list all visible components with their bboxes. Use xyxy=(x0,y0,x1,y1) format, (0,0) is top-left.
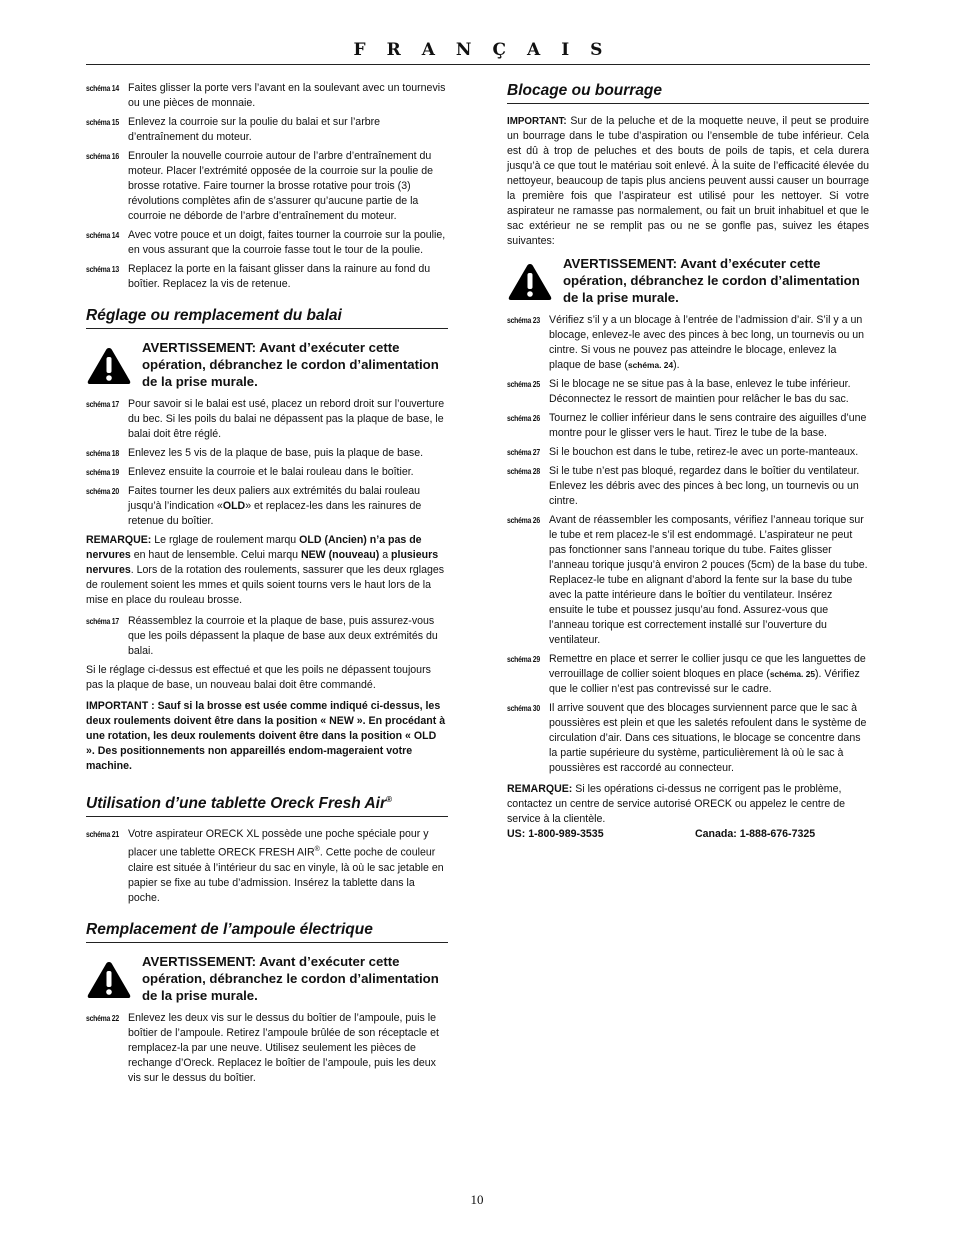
figure-ref: schéma 17 xyxy=(86,399,119,409)
warning-triangle-icon xyxy=(86,953,142,1005)
figure-ref: schéma 13 xyxy=(86,264,119,274)
step-text-part: Remettre en place et serrer le collier jusqu ce que les languettes de verrouillage de collier soient bloques en place ( xyxy=(549,653,866,680)
remarque-bold: plusieurs nervures xyxy=(86,549,439,576)
step-text xyxy=(549,313,869,373)
warning-triangle-icon xyxy=(507,255,563,307)
step-text: Enlevez les deux vis sur le dessus du boîtier de l’ampoule, puis le boîtier de l’ampoule. Retirez l’ampoule brûlée de son réceptacle et remplacez-la par une neuve. Utilisez seulement les pièces de rechange d’Oreck. Replacez le boîtier de l’ampoule, puis les deux vis sur le dessus du boîtier. xyxy=(128,1011,439,1084)
left-column xyxy=(86,81,448,1090)
step xyxy=(86,228,448,258)
warning-text: AVERTISSEMENT: Avant d’exécuter cette opération, débranchez le cordon d’alimentation de la prise murale. xyxy=(563,256,860,305)
remarque-bold: OLD (Ancien) n’a pas de nervures xyxy=(86,534,422,561)
language-title: FRANÇAIS xyxy=(353,40,624,60)
figure-ref: schéma 21 xyxy=(86,829,119,840)
step-text: Il arrive souvent que des blocages surviennent parce que le sac à poussières est plein et que les saletés refoulent dans le système de circulation d’air. Dans ces situations, le blocage se concentre dans la partie supérieure du système, particulièrement là où le sac à poussières est raccordé au connecteur. xyxy=(549,702,867,774)
registered-mark: ® xyxy=(314,846,320,854)
remarque-label: REMARQUE: xyxy=(86,534,152,546)
step-text-part: Faites tourner les deux paliers aux extrémités du balai rouleau jusqu’à l’indication « xyxy=(128,485,421,512)
step-text: Enlevez les 5 vis de la plaque de base, puis la plaque de base. xyxy=(128,447,424,459)
step xyxy=(507,513,869,648)
phone-canada: Canada: 1-888-676-7325 xyxy=(695,828,816,840)
step xyxy=(86,397,448,442)
phone-numbers xyxy=(507,827,869,842)
section-title-bulb: Remplacement de l’ampoule électrique xyxy=(86,920,448,943)
figure-ref: schéma 27 xyxy=(507,447,540,457)
section-title-tablet xyxy=(86,790,448,817)
step xyxy=(507,701,869,776)
step-text: Enlevez ensuite la courroie et le balai rouleau dans le boîtier. xyxy=(128,466,414,478)
remarque-text: en haut de lensemble. Celui marqu xyxy=(130,549,301,561)
step-text xyxy=(128,484,448,529)
remarque-text: Le rglage de roulement marqu xyxy=(151,534,300,546)
important-text: Sur de la peluche et de la moquette neuve, il peut se produire un bourrage dans le tube d’aspiration ou l’ensemble de tube inférieur. Cela est dû à trop de peluches et des bouts de poils de tapis, et cela durera jusqu’à ce que tout le matériau soit enlevé. À la suite de l’efficacité élevée du nettoyeur, beaucoup de tapis plus anciens peuvent aussi causer un bourrage la première fois que l’aspirateur est utilisé pour les nettoyer. Si votre aspirateur ne ramasse pas normalement, ou fait un bruit inhabituel et que le sac extérieur ne se remplit pas ou ne se gonfle pas, suivez les étapes suivantes: xyxy=(507,115,869,247)
important-paragraph: IMPORTANT : Sauf si la brosse est usée comme indiqué ci-dessus, les deux roulements doivent être dans la position « NEW ». En procédant à une rotation, les deux roulements doivent être dans la position « OLD ». Des positionnements non appareillés endom-mageraient votre machine. xyxy=(86,700,446,772)
warning-block xyxy=(86,953,448,1005)
step-text: Pour savoir si le balai est usé, placez un rebord droit sur l’ouverture du bec. Si les poils du balai ne dépassent pas la plaque de base, le balai doit être réglé. xyxy=(128,398,445,440)
step-text-part: ). xyxy=(673,359,680,371)
step-text: Réassemblez la courroie et la plaque de base, puis assurez-vous que les poils dépassent la plaque de base aux deux extrémités du balai. xyxy=(128,615,438,657)
step-text: Tournez le collier inférieur dans le sens contraire des aiguilles d’une montre pour le glisser vers le haut. Tirez le tube de la base. xyxy=(549,412,867,439)
right-column xyxy=(507,81,869,842)
figure-ref: schéma 28 xyxy=(507,466,540,476)
figure-ref: schéma 14 xyxy=(86,230,119,240)
step xyxy=(507,377,869,407)
warning-triangle-icon xyxy=(86,339,142,391)
brush-paragraph: Si le réglage ci-dessus est effectué et que les poils ne dépassent toujours pas la plaque de base, un nouveau balai doit être commandé. xyxy=(86,664,431,691)
step xyxy=(86,827,448,906)
step-text-part: . Cette poche de couleur claire est située à l’intérieur du sac en vinyle, là où le sac jetable en papier se fixe au tube d’admission. Insérez la tablette dans la poche. xyxy=(128,846,444,904)
remarque-text: Si les opérations ci-dessus ne corrigent pas le problème, contactez un centre de service autorisé ORECK ou appelez le centre de service à la clientèle. xyxy=(507,783,846,825)
step-text-part: » et replacez-les dans les rainures de retenue du boîtier. xyxy=(128,500,422,527)
warning-block xyxy=(86,339,448,391)
step xyxy=(86,484,448,529)
step xyxy=(86,115,448,145)
remarque-bold: NEW (nouveau) xyxy=(300,549,380,561)
figure-ref: schéma 15 xyxy=(86,117,119,127)
figure-ref: schéma 20 xyxy=(86,486,119,496)
important-paragraph xyxy=(507,114,869,249)
warning-block xyxy=(507,255,869,307)
page-header xyxy=(86,40,870,65)
figure-ref: schéma 22 xyxy=(86,1012,119,1023)
step xyxy=(86,614,448,659)
page-number: 10 xyxy=(470,1192,484,1207)
warning-text: AVERTISSEMENT: Avant d’exécuter cette opération, débranchez le cordon d’alimentation de la prise murale. xyxy=(142,340,439,389)
remarque-text: a xyxy=(379,549,392,561)
step xyxy=(507,313,869,373)
step-text: Faites glisser la porte vers l’avant en la soulevant avec un tournevis ou une pièces de monnaie. xyxy=(128,82,446,109)
step xyxy=(86,81,448,111)
figure-ref: schéma 25 xyxy=(507,379,540,389)
step xyxy=(86,446,448,461)
figure-ref: schéma 16 xyxy=(86,151,119,161)
phone-us: US: 1-800-989-3535 xyxy=(507,828,604,840)
inline-figure-ref: schéma. 24 xyxy=(627,360,674,370)
step-text: Avec votre pouce et un doigt, faites tourner la courroie sur la poulie, en vous assurant que la courroie fasse tout le tour de la poulie. xyxy=(128,229,446,256)
step-text: Si le blocage ne se situe pas à la base, enlevez le tube inférieur. Déconnectez le ressort de maintien pour relâcher le bas du sac. xyxy=(549,378,851,405)
remarque-label: REMARQUE: xyxy=(507,783,573,795)
step-text: Enrouler la nouvelle courroie autour de l’arbre d’entraînement du moteur. Placer l’extrémité opposée de la courroie sur la poulie de brosse rotative. Faire tourner la brosse rotative pour trois (3) révolutions complètes afin de s’assurer qu’aucune partie de la courroie ne déborde de l’arbre d’entraînement du moteur. xyxy=(128,150,434,222)
figure-ref: schéma 14 xyxy=(86,83,119,93)
inline-figure-ref: schéma. 25 xyxy=(769,669,816,679)
section-title-brush: Réglage ou remplacement du balai xyxy=(86,306,448,329)
important-label: IMPORTANT: xyxy=(507,116,567,127)
step xyxy=(86,465,448,480)
step-text: Replacez la porte en la faisant glisser dans la rainure au fond du boîtier. Replacez la vis de retenue. xyxy=(128,263,431,290)
tablet-title-text: Utilisation d’une tablette Oreck Fresh Air xyxy=(86,795,387,813)
figure-ref: schéma 17 xyxy=(86,616,119,626)
step xyxy=(507,652,869,697)
step-text-part: ). Vérifiez que le collier n’est pas contrevissé sur le cadre. xyxy=(549,668,860,695)
remarque-text: . Lors de la rotation des roulements, sassurer que les deux rglages de roulement soient les mmes et quils soient tourns vers le haut lors de la mise en place du rouleau brosse. xyxy=(86,564,445,606)
step-text: Enlevez la courroie sur la poulie du balai et sur l’arbre d’entraînement du moteur. xyxy=(128,116,381,143)
figure-ref: schéma 29 xyxy=(507,654,540,664)
step-text xyxy=(128,827,448,906)
figure-ref: schéma 19 xyxy=(86,467,119,477)
figure-ref: schéma 23 xyxy=(507,315,540,325)
figure-ref: schéma 26 xyxy=(507,515,540,525)
step-text xyxy=(549,652,869,697)
old-label: OLD xyxy=(222,500,246,512)
figure-ref: schéma 26 xyxy=(507,413,540,423)
remarque-paragraph xyxy=(507,782,869,827)
step-text: Si le tube n’est pas bloqué, regardez dans le boîtier du ventilateur. Enlevez les débris avec des pinces à bec long, un tournevis ou un cintre. xyxy=(549,465,860,507)
step xyxy=(86,1011,448,1086)
figure-ref: schéma 30 xyxy=(507,703,540,713)
step xyxy=(507,411,869,441)
step xyxy=(86,262,448,292)
step xyxy=(86,149,448,224)
step-text: Si le bouchon est dans le tube, retirez-le avec un porte-manteaux. xyxy=(549,446,859,458)
section-title-blockage: Blocage ou bourrage xyxy=(507,81,869,104)
warning-text: AVERTISSEMENT: Avant d’exécuter cette opération, débranchez le cordon d’alimentation de la prise murale. xyxy=(142,953,439,1003)
step-text-part: Votre aspirateur ORECK XL possède une poche spéciale pour y placer une tablette ORECK FRESH AIR xyxy=(128,828,429,859)
figure-ref: schéma 18 xyxy=(86,448,119,458)
registered-mark: ® xyxy=(386,795,392,804)
step-text: Avant de réassembler les composants, vérifiez l’anneau torique sur le tube et rem placez-le s’il est endommagé. L’aspirateur ne peut pas fonctionner sans l’anneau torique du tube. Faites glisser l’anneau torique jusqu’à environ 2 pouces (5cm) de la base du tube. Replacez-le tube en alignant d’abord la fente sur la base du tube avec la patte intérieure dans le boîtier du ventilateur. Insérez ensuite le tube et poussez jusqu’au fond. Assurez-vous que l’anneau torique est correctement installé sur l’ouverture du ventilateur. xyxy=(549,514,868,646)
step xyxy=(507,445,869,460)
step-text-part: Vérifiez s’il y a un blocage à l’entrée de l’admission d’air. S’il y a un blocage, enlevez-le avec des pinces à bec long, un tournevis ou un cintre. Si vous ne pouvez pas atteindre le blocage, enlevez la plaque de base ( xyxy=(549,314,865,371)
step xyxy=(507,464,869,509)
remarque-paragraph xyxy=(86,533,448,608)
